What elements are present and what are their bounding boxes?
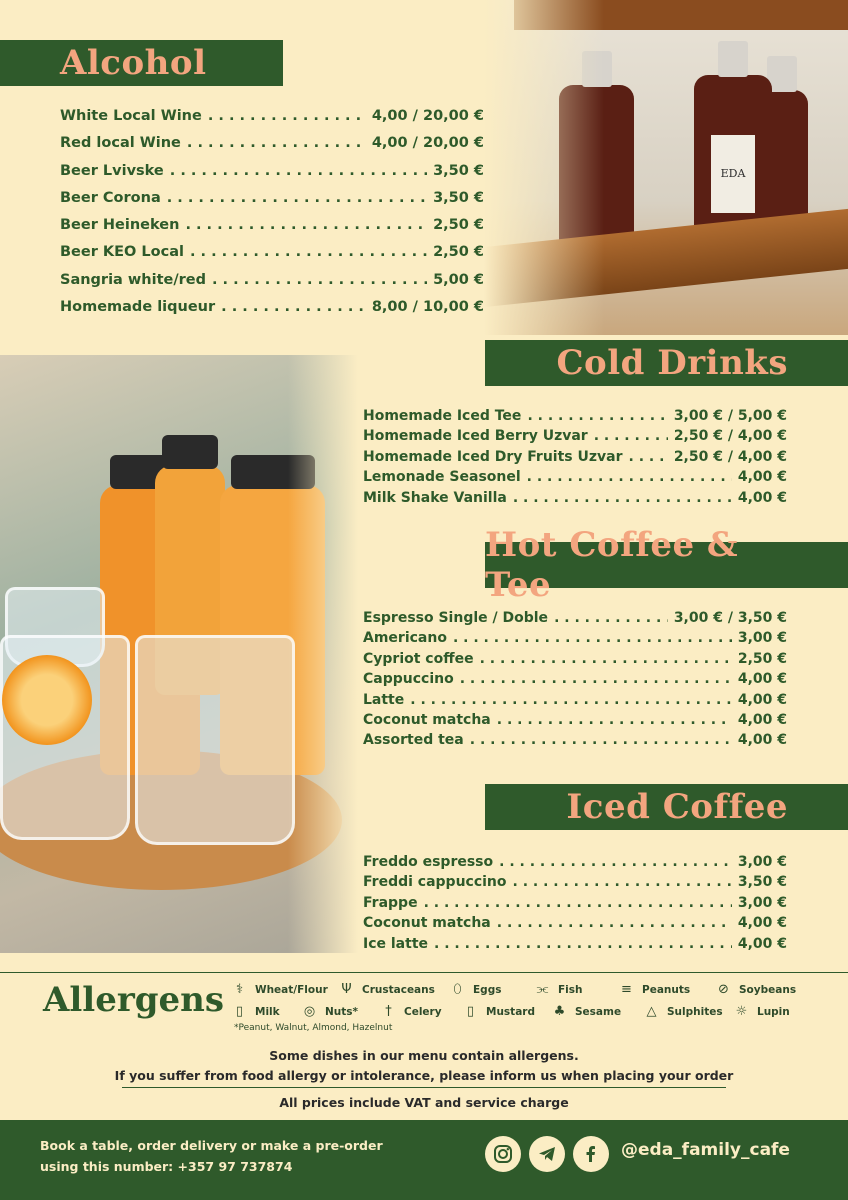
item-name: Beer Corona: [60, 189, 161, 206]
item-name: Homemade Iced Tee: [363, 408, 522, 424]
lupin-icon: ☼: [735, 1004, 748, 1019]
item-price: 3,50 €: [737, 874, 787, 891]
allergen-item: [717, 982, 796, 997]
menu-item: [363, 490, 787, 510]
facebook-icon[interactable]: [573, 1136, 609, 1172]
item-name: Cappuccino: [363, 671, 454, 688]
item-name: Cypriot coffee: [363, 650, 474, 667]
menu-item: [363, 732, 787, 752]
menu-item: [60, 135, 484, 162]
menu-item: [60, 217, 484, 244]
dot-leader: [170, 163, 427, 179]
allergen-label: Lupin: [757, 1005, 790, 1018]
item-price: 4,00 €: [737, 711, 787, 728]
dot-leader: [434, 936, 732, 952]
dot-leader: [499, 854, 732, 870]
alcohol-banner: [0, 40, 283, 86]
allergen-label: Celery: [404, 1005, 442, 1018]
dot-leader: [212, 272, 427, 288]
item-price: 3,00 €: [737, 630, 787, 647]
sulphite-icon: △: [646, 1004, 657, 1019]
soybean-icon: ⊘: [718, 982, 729, 997]
menu-item: [363, 936, 787, 956]
nut-icon: ◎: [303, 1004, 316, 1019]
menu-item: [363, 854, 787, 874]
menu-item: [363, 671, 787, 691]
allergen-item: [645, 1004, 723, 1019]
item-name: Beer Lvivske: [60, 162, 164, 179]
allergen-label: Fish: [558, 983, 583, 996]
menu-item: [363, 428, 787, 448]
shelf-bottles-photo: [484, 0, 848, 335]
item-price: 4,00 €: [737, 671, 787, 688]
allergen-item: [536, 982, 583, 997]
item-name: White Local Wine: [60, 108, 202, 124]
menu-item: [363, 630, 787, 650]
celery-icon: †: [385, 1004, 392, 1019]
iced-coffee-title: Iced Coffee: [566, 787, 788, 827]
dot-leader: [527, 469, 732, 485]
allergen-label: Mustard: [486, 1005, 535, 1018]
mustard-icon: ▯: [466, 1004, 475, 1019]
allergen-item: [464, 1004, 535, 1019]
item-price: 4,00 €: [737, 489, 787, 506]
dot-leader: [410, 692, 732, 708]
allergen-item: [451, 982, 501, 997]
menu-item: [363, 449, 787, 469]
menu-item: [363, 610, 787, 630]
notice-divider: [122, 1087, 726, 1088]
booking-line1: Book a table, order delivery or make a pre-order: [40, 1138, 383, 1153]
item-name: Latte: [363, 691, 405, 708]
allergen-label: Sesame: [575, 1005, 622, 1018]
item-name: Freddo espresso: [363, 854, 494, 870]
allergen-item: [735, 1004, 790, 1019]
dot-leader: [187, 135, 366, 151]
booking-info: [40, 1135, 383, 1177]
allergen-label: Eggs: [473, 983, 502, 996]
hot-coffee-banner: [485, 525, 848, 605]
item-price: 2,50 €: [737, 650, 787, 667]
cold-drinks-menu: [363, 408, 787, 510]
item-name: Homemade liqueur: [60, 299, 216, 316]
alcohol-title: Alcohol: [60, 43, 207, 83]
allergen-label: Peanuts: [642, 983, 691, 996]
allergen-item: [303, 1004, 358, 1019]
menu-item: [60, 299, 484, 326]
item-price: 4,00 €: [737, 935, 787, 952]
item-name: Milk Shake Vanilla: [363, 489, 507, 506]
menu-item: [363, 651, 787, 671]
allergen-label: Soybeans: [739, 983, 797, 996]
allergen-item: [233, 982, 328, 997]
allergen-item: [620, 982, 690, 997]
allergen-item: [553, 1004, 621, 1019]
fish-icon: ⫘: [536, 982, 549, 997]
allergen-label: Crustaceans: [362, 983, 435, 996]
allergen-item: [233, 1004, 280, 1019]
item-name: Coconut matcha: [363, 915, 491, 932]
alcohol-menu: [60, 108, 484, 326]
item-price: 2,50 €: [433, 244, 484, 261]
allergen-label: Sulphites: [667, 1005, 723, 1018]
vat-notice: All prices include VAT and service charge: [279, 1095, 569, 1110]
telegram-icon[interactable]: [529, 1136, 565, 1172]
menu-item: [363, 469, 787, 489]
dot-leader: [460, 671, 732, 687]
cold-drinks-photo: [0, 355, 358, 953]
menu-item: [363, 874, 787, 894]
dot-leader: [513, 490, 732, 506]
dot-leader: [480, 651, 732, 667]
dot-leader: [185, 217, 427, 233]
menu-item: [363, 712, 787, 732]
iced-coffee-menu: [363, 854, 787, 956]
item-name: Homemade Iced Berry Uzvar: [363, 428, 588, 445]
item-price: 3,50 €: [433, 189, 484, 206]
item-name: Ice latte: [363, 935, 429, 952]
item-name: Beer Heineken: [60, 217, 180, 234]
hot-coffee-title: Hot Coffee & Tee: [485, 525, 739, 605]
dot-leader: [527, 408, 667, 424]
allergen-notice-line2: If you suffer from food allergy or intolerance, please inform us when placing your order: [114, 1068, 734, 1083]
allergen-label: Milk: [255, 1005, 280, 1018]
menu-item: [60, 108, 484, 135]
booking-line2: using this number: +357 97 737874: [40, 1159, 293, 1174]
item-price: 3,00 €: [737, 854, 787, 870]
allergen-label: Nuts*: [325, 1005, 359, 1018]
item-price: 4,00 €: [737, 915, 787, 932]
item-name: Lemonade Seasonel: [363, 469, 521, 486]
dot-leader: [470, 732, 732, 748]
item-price: 4,00 / 20,00 €: [371, 135, 484, 152]
item-price: 4,00 / 20,00 €: [371, 108, 484, 124]
allergen-footnote: *Peanut, Walnut, Almond, Hazelnut: [234, 1023, 393, 1033]
item-name: Coconut matcha: [363, 711, 491, 728]
bottle-label: EDA: [711, 135, 755, 212]
item-name: Beer KEO Local: [60, 244, 184, 261]
dot-leader: [497, 712, 732, 728]
cold-drinks-banner: [485, 340, 848, 386]
item-price: 3,00 € / 3,50 €: [673, 610, 787, 626]
item-price: 3,50 €: [433, 162, 484, 179]
item-name: Homemade Iced Dry Fruits Uzvar: [363, 448, 623, 465]
menu-item: [363, 915, 787, 935]
dot-leader: [190, 244, 427, 260]
peanut-icon: ≡: [621, 982, 632, 997]
menu-item: [60, 163, 484, 190]
dot-leader: [497, 915, 732, 931]
allergen-item: [340, 982, 435, 997]
hot-coffee-menu: [363, 610, 787, 753]
item-price: 8,00 / 10,00 €: [371, 299, 484, 316]
divider: [0, 972, 848, 973]
item-price: 2,50 € / 4,00 €: [673, 428, 787, 445]
item-name: Assorted tea: [363, 732, 464, 749]
dot-leader: [554, 610, 668, 626]
dot-leader: [424, 895, 732, 911]
allergen-item: [382, 1004, 442, 1019]
item-price: 3,00 €: [737, 894, 787, 911]
item-name: Espresso Single / Doble: [363, 610, 549, 626]
dot-leader: [208, 108, 366, 124]
crustacean-icon: Ψ: [341, 982, 352, 997]
menu-item: [60, 272, 484, 299]
item-name: Frappe: [363, 894, 418, 911]
wheat-icon: ⚕: [235, 982, 244, 997]
milk-icon: ▯: [235, 1004, 244, 1019]
menu-item: [60, 244, 484, 271]
footer: [0, 1120, 848, 1200]
iced-coffee-banner: [485, 784, 848, 830]
item-price: 2,50 € / 4,00 €: [673, 448, 787, 465]
item-price: 4,00 €: [737, 691, 787, 708]
item-price: 5,00 €: [433, 271, 484, 288]
instagram-icon[interactable]: [485, 1136, 521, 1172]
item-name: Freddi cappuccino: [363, 874, 507, 891]
dot-leader: [513, 874, 732, 890]
dot-leader: [167, 190, 427, 206]
sesame-icon: ♣: [553, 1004, 566, 1019]
item-name: Red local Wine: [60, 135, 181, 152]
dot-leader: [453, 630, 732, 646]
cold-drinks-title: Cold Drinks: [556, 343, 788, 383]
menu-item: [60, 190, 484, 217]
dot-leader: [629, 449, 668, 465]
social-handle[interactable]: @eda_family_cafe: [621, 1140, 790, 1160]
item-price: 4,00 €: [737, 469, 787, 486]
allergens-title: Allergens: [43, 980, 225, 1020]
item-name: Sangria white/red: [60, 271, 206, 288]
egg-icon: ⬯: [453, 982, 462, 997]
item-price: 3,00 € / 5,00 €: [673, 408, 787, 424]
allergen-notice-line1: Some dishes in our menu contain allergens.: [269, 1048, 579, 1063]
item-price: 2,50 €: [433, 217, 484, 234]
menu-item: [363, 692, 787, 712]
allergen-label: Wheat/Flour: [255, 983, 328, 996]
dot-leader: [594, 428, 668, 444]
item-name: Americano: [363, 630, 447, 647]
item-price: 4,00 €: [737, 732, 787, 749]
menu-item: [363, 895, 787, 915]
dot-leader: [221, 299, 366, 315]
menu-item: [363, 408, 787, 428]
